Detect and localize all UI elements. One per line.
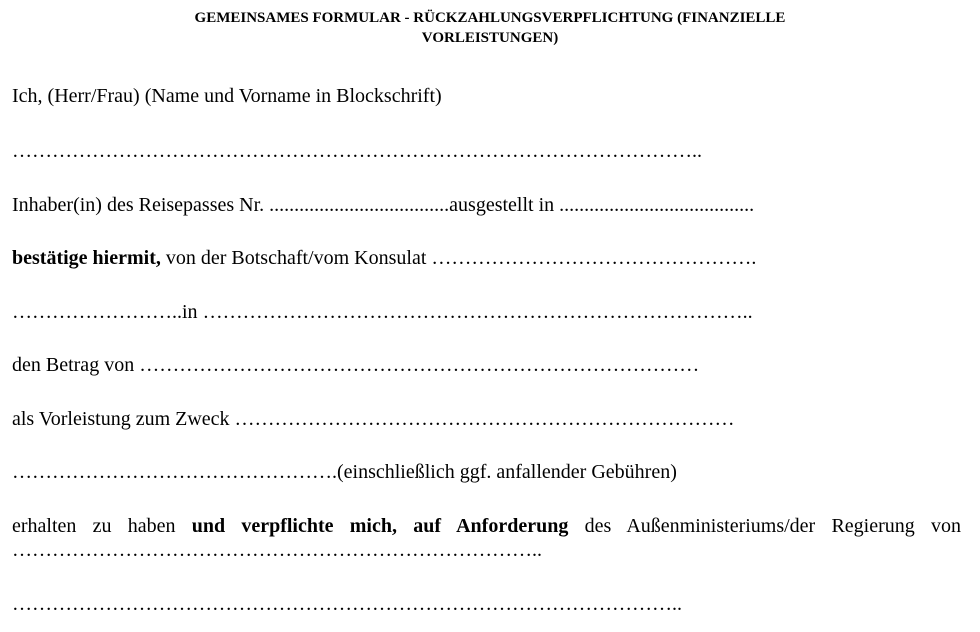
received-text: erhalten zu haben bbox=[12, 515, 192, 537]
location-blank-1[interactable]: …………………….. bbox=[12, 301, 182, 323]
confirm-bold-text: bestätige hiermit, bbox=[12, 247, 161, 269]
form-title-line-2: VORLEISTUNGEN) bbox=[421, 30, 559, 46]
final-fill-blank[interactable]: ……………………………………………………………………………………….. bbox=[12, 593, 682, 615]
fees-blank[interactable]: ………………………………………… bbox=[12, 461, 332, 483]
passport-label: Inhaber(in) des Reisepasses Nr. bbox=[12, 194, 270, 216]
purpose-text[interactable]: als Vorleistung zum Zweck ………………………………………………………………… bbox=[12, 408, 735, 430]
form-title bbox=[0, 8, 980, 48]
ministry-government-text[interactable]: des Außenministeriums/der Regierung von …………………………………………………………………….. bbox=[12, 515, 961, 561]
passport-number-blank[interactable]: .................................... bbox=[269, 194, 450, 216]
embassy-consulate-text[interactable]: von der Botschaft/vom Konsulat …………………………………………. bbox=[160, 247, 757, 269]
name-prompt-line bbox=[12, 84, 962, 108]
fees-text: .(einschließlich ggf. anfallender Gebühren) bbox=[332, 461, 677, 483]
obligation-bold-text: und verpflichte mich, auf Anforderung bbox=[191, 515, 569, 537]
amount-text[interactable]: den Betrag von ………………………………………………………………………… bbox=[12, 354, 700, 376]
fees-line bbox=[12, 460, 962, 484]
final-blank-line[interactable] bbox=[12, 592, 962, 616]
name-prompt-text: Ich, (Herr/Frau) (Name und Vorname in Blockschrift) bbox=[12, 85, 442, 107]
purpose-line[interactable] bbox=[12, 407, 962, 431]
location-line bbox=[12, 300, 962, 324]
form-title-line-1: GEMEINSAMES FORMULAR - RÜCKZAHLUNGSVERPFLICHTUNG (FINANZIELLE bbox=[194, 10, 786, 26]
confirmation-line bbox=[12, 246, 962, 270]
issued-in-label: ausgestellt in bbox=[449, 194, 560, 216]
amount-line[interactable] bbox=[12, 353, 962, 377]
location-in-label: in bbox=[182, 301, 203, 323]
issued-in-blank[interactable]: ....................................... bbox=[559, 194, 755, 216]
name-blank-line[interactable] bbox=[12, 139, 962, 163]
obligation-paragraph bbox=[12, 514, 961, 562]
location-blank-2[interactable]: ……………………………………………………………………….. bbox=[202, 301, 753, 323]
name-fill-blank[interactable]: ………………………………………………………………………………………….. bbox=[12, 140, 702, 162]
passport-line bbox=[12, 193, 962, 217]
